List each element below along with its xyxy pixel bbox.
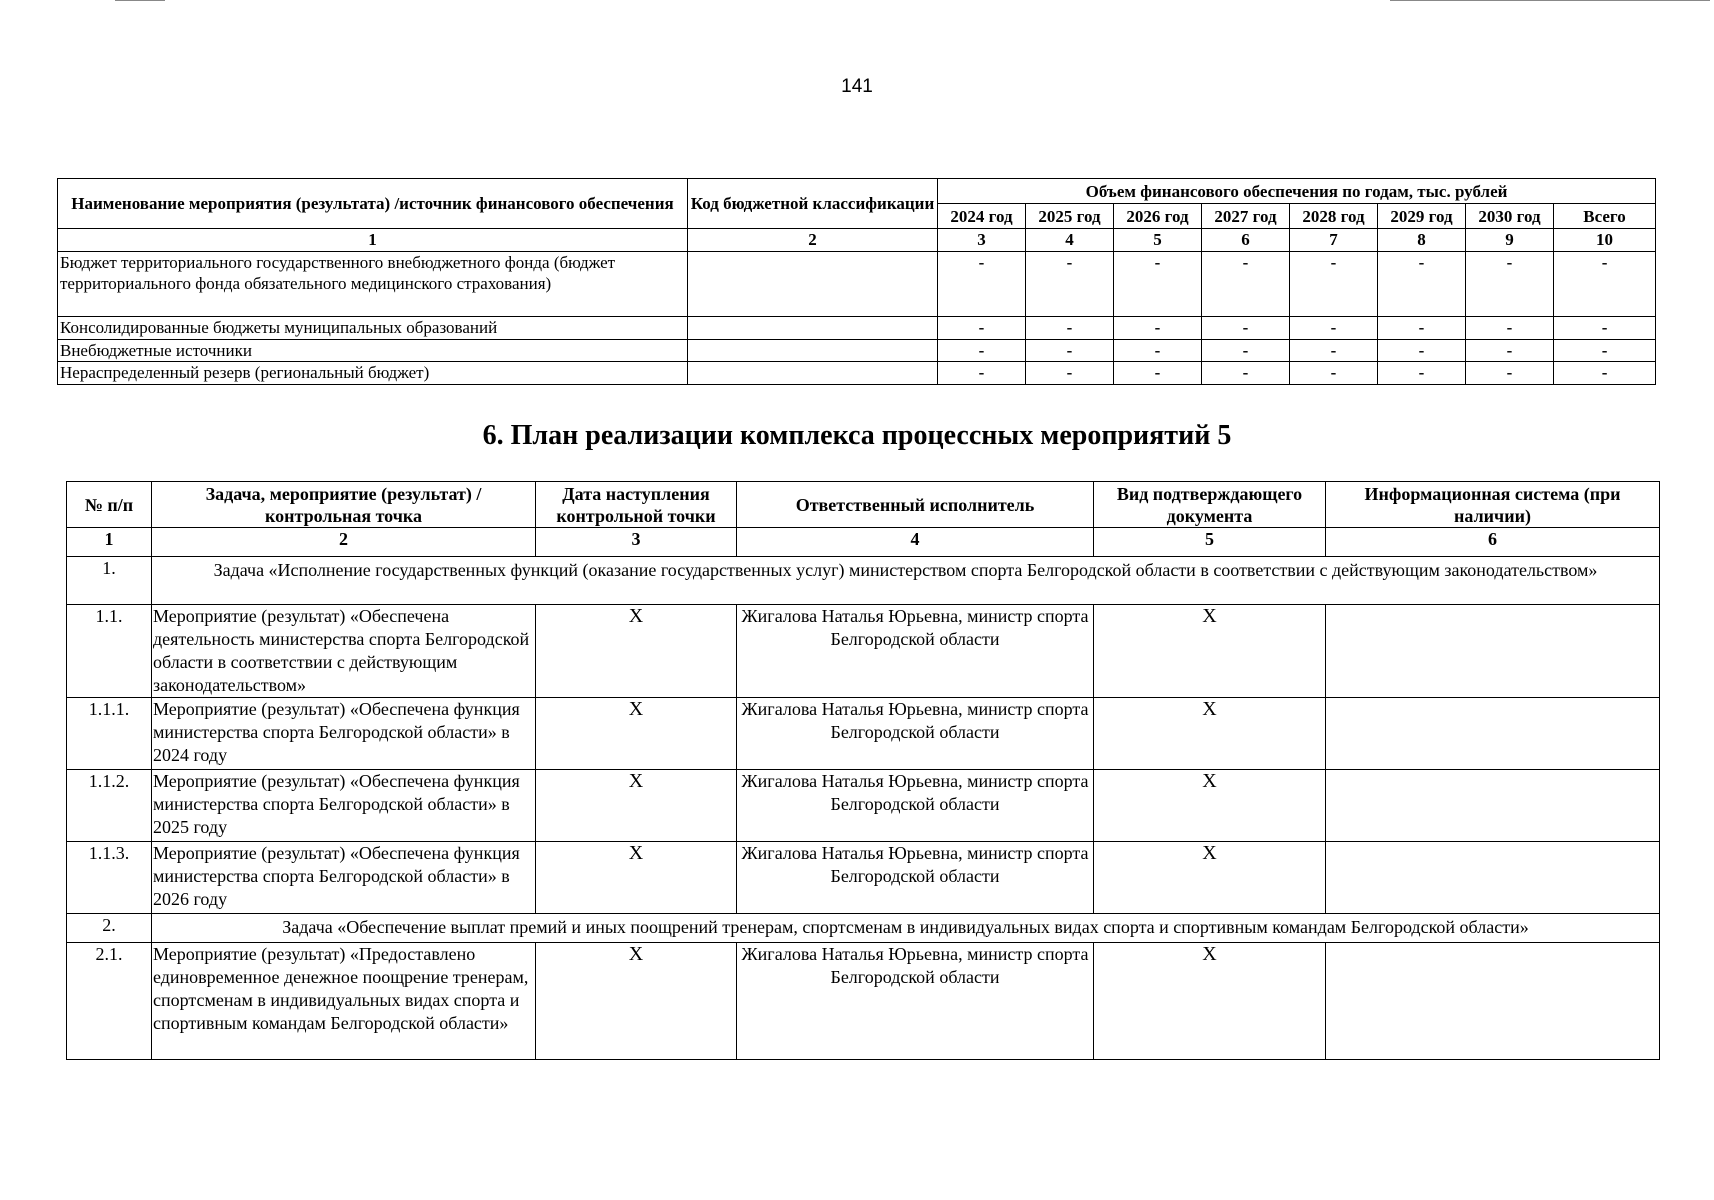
activity-row bbox=[67, 605, 1660, 698]
finance-year-header: 2029 год bbox=[1378, 204, 1466, 229]
finance-value-cell: - bbox=[1114, 317, 1202, 340]
finance-row bbox=[58, 340, 1656, 362]
finance-value-cell: - bbox=[1378, 362, 1466, 385]
finance-value-cell: - bbox=[1554, 317, 1656, 340]
finance-value-cell: - bbox=[938, 252, 1026, 317]
finance-value-cell: - bbox=[1378, 252, 1466, 317]
row-number: 1.1. bbox=[67, 605, 152, 698]
finance-col-number: 7 bbox=[1290, 229, 1378, 252]
information-system bbox=[1326, 605, 1660, 698]
scan-artifact-left bbox=[115, 0, 165, 1]
finance-body bbox=[58, 252, 1656, 385]
finance-row-code bbox=[688, 252, 938, 317]
finance-row-name: Внебюджетные источники bbox=[58, 340, 688, 362]
finance-year-header: 2024 год bbox=[938, 204, 1026, 229]
plan-col-number: 1 bbox=[67, 528, 152, 557]
confirming-document: X bbox=[1094, 770, 1326, 842]
finance-row-code bbox=[688, 340, 938, 362]
row-number: 2. bbox=[67, 914, 152, 943]
section-title: 6. План реализации комплекса процессных мероприятий 5 bbox=[482, 420, 1232, 451]
finance-header-name: Наименование мероприятия (результата) /источник финансового обеспечения bbox=[58, 179, 688, 229]
finance-col-number: 10 bbox=[1554, 229, 1656, 252]
finance-value-cell: - bbox=[1466, 252, 1554, 317]
finance-value-cell: - bbox=[1378, 340, 1466, 362]
finance-value-cell: - bbox=[1026, 252, 1114, 317]
responsible-person: Жигалова Наталья Юрьевна, министр спорта Белгородской области bbox=[737, 605, 1094, 698]
finance-value-cell: - bbox=[1114, 252, 1202, 317]
plan-col-number: 5 bbox=[1094, 528, 1326, 557]
plan-header-task: Задача, мероприятие (результат) / контрольная точка bbox=[152, 482, 536, 528]
plan-col-number: 4 bbox=[737, 528, 1094, 557]
row-number: 1.1.1. bbox=[67, 698, 152, 770]
activity-text: Мероприятие (результат) «Обеспечена функция министерства спорта Белгородской области» в 2024 году bbox=[152, 698, 536, 770]
row-number: 1. bbox=[67, 557, 152, 605]
finance-year-header: 2026 год bbox=[1114, 204, 1202, 229]
confirming-document: X bbox=[1094, 943, 1326, 1060]
finance-year-header: 2030 год bbox=[1466, 204, 1554, 229]
information-system bbox=[1326, 842, 1660, 914]
row-number: 1.1.3. bbox=[67, 842, 152, 914]
plan-col-number: 6 bbox=[1326, 528, 1660, 557]
finance-value-cell: - bbox=[1290, 252, 1378, 317]
finance-row-name: Нераспределенный резерв (региональный бюджет) bbox=[58, 362, 688, 385]
task-text: Задача «Исполнение государственных функций (оказание государственных услуг) министерством спорта Белгородской области в соответствии с действующим законодательством» bbox=[152, 557, 1660, 605]
finance-col-number: 6 bbox=[1202, 229, 1290, 252]
finance-col-number: 2 bbox=[688, 229, 938, 252]
finance-value-cell: - bbox=[1290, 317, 1378, 340]
finance-value-cell: - bbox=[1466, 317, 1554, 340]
responsible-person: Жигалова Наталья Юрьевна, министр спорта Белгородской области bbox=[737, 943, 1094, 1060]
row-number: 1.1.2. bbox=[67, 770, 152, 842]
finance-row-name: Консолидированные бюджеты муниципальных образований bbox=[58, 317, 688, 340]
task-row bbox=[67, 914, 1660, 943]
responsible-person: Жигалова Наталья Юрьевна, министр спорта Белгородской области bbox=[737, 698, 1094, 770]
activity-text: Мероприятие (результат) «Обеспечена деятельность министерства спорта Белгородской области в соответствии с действующим законодательством» bbox=[152, 605, 536, 698]
information-system bbox=[1326, 698, 1660, 770]
finance-value-cell: - bbox=[1290, 362, 1378, 385]
finance-row bbox=[58, 362, 1656, 385]
finance-row-name: Бюджет территориального государственного внебюджетного фонда (бюджет территориального фонда обязательного медицинского страхования) bbox=[58, 252, 688, 317]
finance-value-cell: - bbox=[938, 340, 1026, 362]
plan-col-number: 3 bbox=[536, 528, 737, 557]
control-date: X bbox=[536, 698, 737, 770]
finance-value-cell: - bbox=[1202, 252, 1290, 317]
confirming-document: X bbox=[1094, 842, 1326, 914]
finance-col-number: 5 bbox=[1114, 229, 1202, 252]
finance-year-header: Всего bbox=[1554, 204, 1656, 229]
activity-row bbox=[67, 842, 1660, 914]
finance-value-cell: - bbox=[938, 362, 1026, 385]
finance-col-number: 8 bbox=[1378, 229, 1466, 252]
information-system bbox=[1326, 943, 1660, 1060]
finance-colnum-row bbox=[58, 229, 1656, 252]
responsible-person: Жигалова Наталья Юрьевна, министр спорта Белгородской области bbox=[737, 842, 1094, 914]
finance-row-code bbox=[688, 362, 938, 385]
finance-row-code bbox=[688, 317, 938, 340]
plan-colnum-row bbox=[67, 528, 1660, 557]
finance-value-cell: - bbox=[1202, 317, 1290, 340]
scan-artifact-right bbox=[1390, 0, 1710, 1]
task-row bbox=[67, 557, 1660, 605]
finance-value-cell: - bbox=[1554, 340, 1656, 362]
finance-header-row bbox=[58, 179, 1656, 204]
task-text: Задача «Обеспечение выплат премий и иных поощрений тренерам, спортсменам в индивидуальных видах спорта и спортивным командам Белгородской области» bbox=[152, 914, 1660, 943]
finance-value-cell: - bbox=[1554, 362, 1656, 385]
plan-header-responsible: Ответственный исполнитель bbox=[737, 482, 1094, 528]
activity-row bbox=[67, 698, 1660, 770]
plan-header-infosys: Информационная система (при наличии) bbox=[1326, 482, 1660, 528]
control-date: X bbox=[536, 842, 737, 914]
finance-value-cell: - bbox=[1202, 362, 1290, 385]
activity-text: Мероприятие (результат) «Обеспечена функция министерства спорта Белгородской области» в 2025 году bbox=[152, 770, 536, 842]
finance-value-cell: - bbox=[938, 317, 1026, 340]
finance-value-cell: - bbox=[1026, 362, 1114, 385]
plan-header-num: № п/п bbox=[67, 482, 152, 528]
finance-col-number: 1 bbox=[58, 229, 688, 252]
finance-header-volume: Объем финансового обеспечения по годам, тыс. рублей bbox=[938, 179, 1656, 204]
plan-col-number: 2 bbox=[152, 528, 536, 557]
control-date: X bbox=[536, 605, 737, 698]
row-number: 2.1. bbox=[67, 943, 152, 1060]
control-date: X bbox=[536, 943, 737, 1060]
activity-text: Мероприятие (результат) «Обеспечена функция министерства спорта Белгородской области» в 2026 году bbox=[152, 842, 536, 914]
plan-header-doc: Вид подтверждающего документа bbox=[1094, 482, 1326, 528]
plan-header-row bbox=[67, 482, 1660, 528]
plan-header-date: Дата наступления контрольной точки bbox=[536, 482, 737, 528]
confirming-document: X bbox=[1094, 698, 1326, 770]
confirming-document: X bbox=[1094, 605, 1326, 698]
finance-value-cell: - bbox=[1114, 340, 1202, 362]
activity-row bbox=[67, 770, 1660, 842]
finance-value-cell: - bbox=[1554, 252, 1656, 317]
finance-header-code: Код бюджетной классификации bbox=[688, 179, 938, 229]
finance-year-header: 2025 год bbox=[1026, 204, 1114, 229]
finance-value-cell: - bbox=[1202, 340, 1290, 362]
finance-col-number: 4 bbox=[1026, 229, 1114, 252]
page-number: 141 bbox=[841, 76, 873, 97]
control-date: X bbox=[536, 770, 737, 842]
activity-text: Мероприятие (результат) «Предоставлено единовременное денежное поощрение тренерам, спортсменам в индивидуальных видах спорта и спортивным командам Белгородской области» bbox=[152, 943, 536, 1060]
finance-value-cell: - bbox=[1378, 317, 1466, 340]
information-system bbox=[1326, 770, 1660, 842]
finance-row bbox=[58, 317, 1656, 340]
finance-value-cell: - bbox=[1026, 317, 1114, 340]
finance-year-header: 2028 год bbox=[1290, 204, 1378, 229]
finance-row bbox=[58, 252, 1656, 317]
finance-value-cell: - bbox=[1114, 362, 1202, 385]
finance-year-header: 2027 год bbox=[1202, 204, 1290, 229]
responsible-person: Жигалова Наталья Юрьевна, министр спорта Белгородской области bbox=[737, 770, 1094, 842]
finance-value-cell: - bbox=[1290, 340, 1378, 362]
plan-table bbox=[66, 481, 1660, 1060]
activity-row bbox=[67, 943, 1660, 1060]
plan-body bbox=[67, 557, 1660, 1060]
finance-col-number: 3 bbox=[938, 229, 1026, 252]
finance-table bbox=[57, 178, 1656, 385]
finance-value-cell: - bbox=[1026, 340, 1114, 362]
finance-col-number: 9 bbox=[1466, 229, 1554, 252]
finance-value-cell: - bbox=[1466, 340, 1554, 362]
finance-value-cell: - bbox=[1466, 362, 1554, 385]
